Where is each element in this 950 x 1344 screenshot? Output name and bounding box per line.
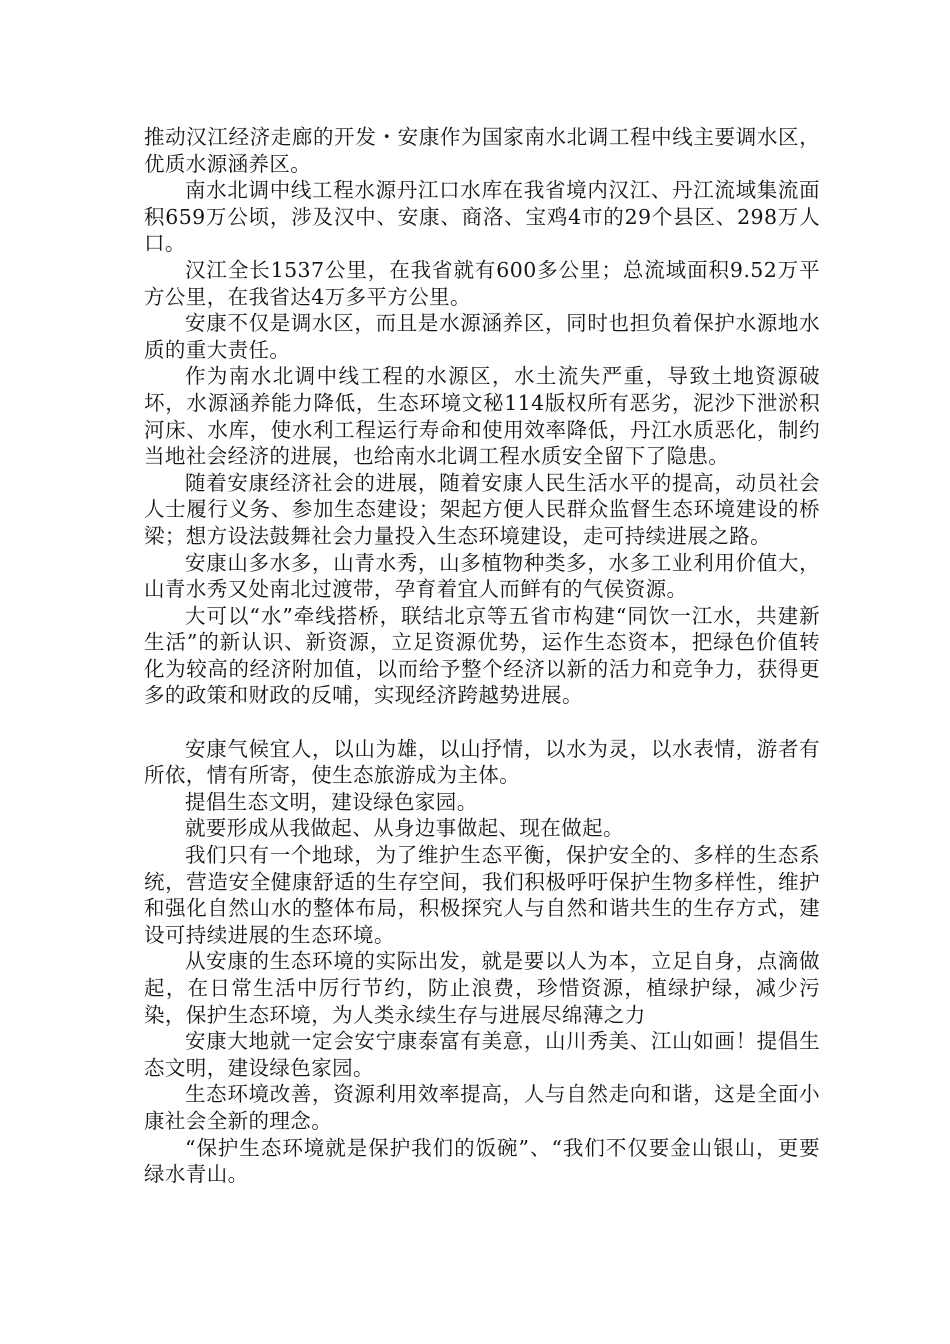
document-page xyxy=(144,124,820,1188)
paragraph-1: 推动汉江经济走廊的开发・安康作为国家南水北调工程中线主要调水区，优质水源涵养区。 xyxy=(144,125,820,176)
paragraph-13: 从安康的生态环境的实际出发，就是要以人为本，立足自身，点滴做起，在日常生活中厉行节约，防止浪费，珍惜资源，植绿护绿，减少污染，保护生态环境，为人类永续生存与进展尽绵薄之力 xyxy=(144,949,820,1027)
paragraph-9: 安康气候宜人，以山为雄，以山抒情，以水为灵，以水表情，游者有所依，情有所寄，使生态旅游成为主体。 xyxy=(144,736,820,788)
paragraph-14: 安康大地就一定会安宁康泰富有美意，山川秀美、江山如画！提倡生态文明，建设绿色家园。 xyxy=(144,1029,820,1080)
paragraph-15: 生态环境改善，资源利用效率提高，人与自然走向和谐，这是全面小康社会全新的理念。 xyxy=(144,1082,820,1133)
paragraph-16: “保护生态环境就是保护我们的饭碗”、“我们不仅要金山银山，更要绿水青山。 xyxy=(144,1135,820,1187)
paragraph-6: 随着安康经济社会的进展，随着安康人民生活水平的提高，动员社会人士履行义务、参加生态建设；架起方便人民群众监督生态环境建设的桥梁；想方设法鼓舞社会力量投入生态环境建设，走可持续进展之路。 xyxy=(144,470,820,548)
paragraph-8: 大可以“水”牵线搭桥，联结北京等五省市构建“同饮一江水，共建新生活”的新认识、新资源，立足资源优势，运作生态资本，把绿色价值转化为较高的经济附加值，以而给予整个经济以新的活力和竞争力，获得更多的政策和财政的反哺，实现经济跨越势进展。 xyxy=(144,603,820,708)
paragraph-5: 作为南水北调中线工程的水源区，水土流失严重，导致土地资源破坏，水源涵养能力降低，生态环境文秘114版权所有恶劣，泥沙下泄淤积河床、水库，使水利工程运行寿命和使用效率降低，丹江水质恶化，制约当地社会经济的进展，也给南水北调工程水质安全留下了隐患。 xyxy=(144,364,820,469)
paragraph-10: 提倡生态文明，建设绿色家园。 xyxy=(185,789,478,814)
paragraph-7: 安康山多水多，山青水秀，山多植物种类多，水多工业利用价值大，山青水秀又处南北过渡带，孕育着宜人而鲜有的气侯资源。 xyxy=(144,550,820,602)
paragraph-12: 我们只有一个地球，为了维护生态平衡，保护安全的、多样的生态系统，营造安全健康舒适的生存空间，我们积极呼吁保护生物多样性，维护和强化自然山水的整体布局，积极探究人与自然和谐共生的生存方式，建设可持续进展的生态环境。 xyxy=(144,843,820,947)
paragraph-4: 安康不仅是调水区，而且是水源涵养区，同时也担负着保护水源地水质的重大责任。 xyxy=(144,311,820,362)
paragraph-3: 汉江全长1537公里，在我省就有600多公里；总流域面积9.52万平方公里，在我省达4万多平方公里。 xyxy=(144,257,820,309)
blank-line xyxy=(144,709,820,736)
paragraph-11: 就要形成从我做起、从身边事做起、现在做起。 xyxy=(185,816,624,841)
paragraph-2: 南水北调中线工程水源丹江口水库在我省境内汉江、丹江流域集流面积659万公顷，涉及汉中、安康、商洛、宝鸡4市的29个县区、298万人口。 xyxy=(144,178,820,256)
